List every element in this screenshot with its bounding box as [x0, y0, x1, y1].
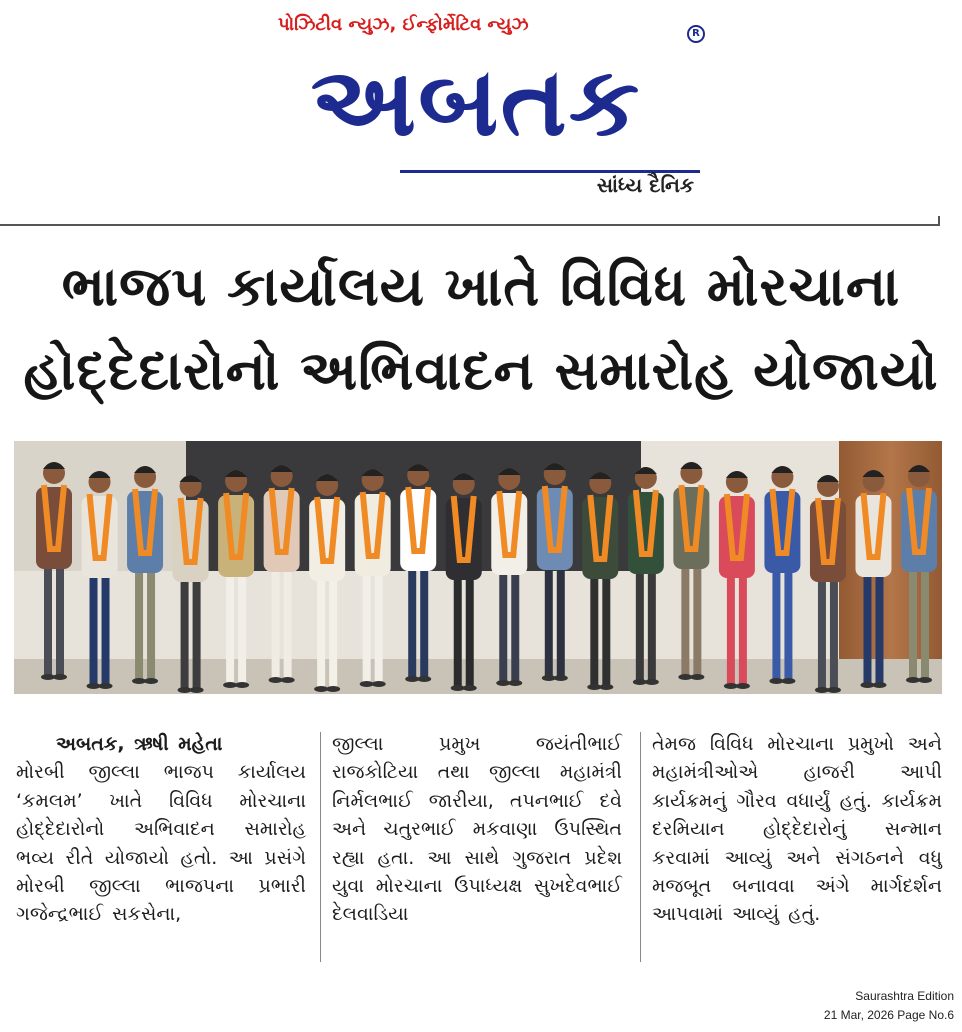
logo-text: અબતક	[310, 45, 642, 158]
masthead-divider	[0, 224, 940, 226]
article-column-1-text: મોરબી જીલ્લા ભાજપ કાર્યાલય ‘કમલમ’ ખાતે વિવિધ મોરચાના હોદ્દેદારોનો અભિવાદન સમારોહ ભવ્ય રીતે યોજાયો હતો. આ પ્રસંગે મોરબી જીલ્લા ભાજપના પ્રભારી ગજેન્દ્રભાઈ સકસેના,	[16, 761, 306, 926]
masthead-tagline: પોઝિટીવ ન્યુઝ, ઈન્ફોર્મેટિવ ન્યુઝ	[278, 14, 529, 35]
article-column-2	[332, 730, 622, 929]
masthead	[0, 0, 962, 230]
article-column-1	[16, 730, 306, 929]
article-byline: અબતક, ઋષી મહેતા	[56, 733, 223, 755]
column-divider	[320, 732, 321, 962]
headline-line-2: હોદ્દેદારોનો અભિવાદન સમારોહ યોજાયો	[23, 339, 939, 402]
article-column-2-text: જીલ્લા પ્રમુખ જયંતીભાઈ રાજકોટિયા તથા જીલ્લા મહામંત્રી નિર્મલભાઈ જારીયા, તપનભાઈ દવે અને ચતુરભાઈ મકવાણા ઉપસ્થિત રહ્યા હતા. આ સાથે ગુજરાત પ્રદેશ યુવા મોરચાના ઉપાધ્યક્ષ સુખદેવભાઈ દેલવાડિયા	[332, 733, 622, 926]
group-photo	[14, 441, 942, 694]
headline	[18, 245, 944, 435]
article-column-3-text: તેમજ વિવિધ મોરચાના પ્રમુખો અને મહામંત્રીઓએ હાજરી આપી કાર્યક્રમનું ગૌરવ વધાર્યું હતું. કાર્યક્રમ દરમિયાન હોદ્દેદારોનું સન્માન કરવામાં આવ્યું અને સંગઠનને વધુ મજબૂત બનાવવા અંગે માર્ગદર્શન આપવામાં આવ્યું હતું.	[652, 733, 942, 926]
newspaper-logo	[256, 30, 696, 180]
edition-name: Saurashtra Edition	[855, 989, 954, 1003]
headline-line-1: ભાજપ કાર્યાલય ખાતે વિવિધ મોરચાના	[61, 255, 901, 318]
column-divider	[640, 732, 641, 962]
article-body	[14, 730, 954, 970]
group-photo-icon	[14, 441, 942, 694]
masthead-divider-tick	[938, 216, 940, 226]
registered-trademark-icon: R	[687, 25, 705, 43]
date-and-page: 21 Mar, 2026 Page No.6	[823, 1008, 954, 1022]
article-column-3	[652, 730, 942, 929]
edition-type-label: સાંધ્ય દૈનિક	[596, 173, 694, 197]
page-footer	[754, 987, 954, 1025]
